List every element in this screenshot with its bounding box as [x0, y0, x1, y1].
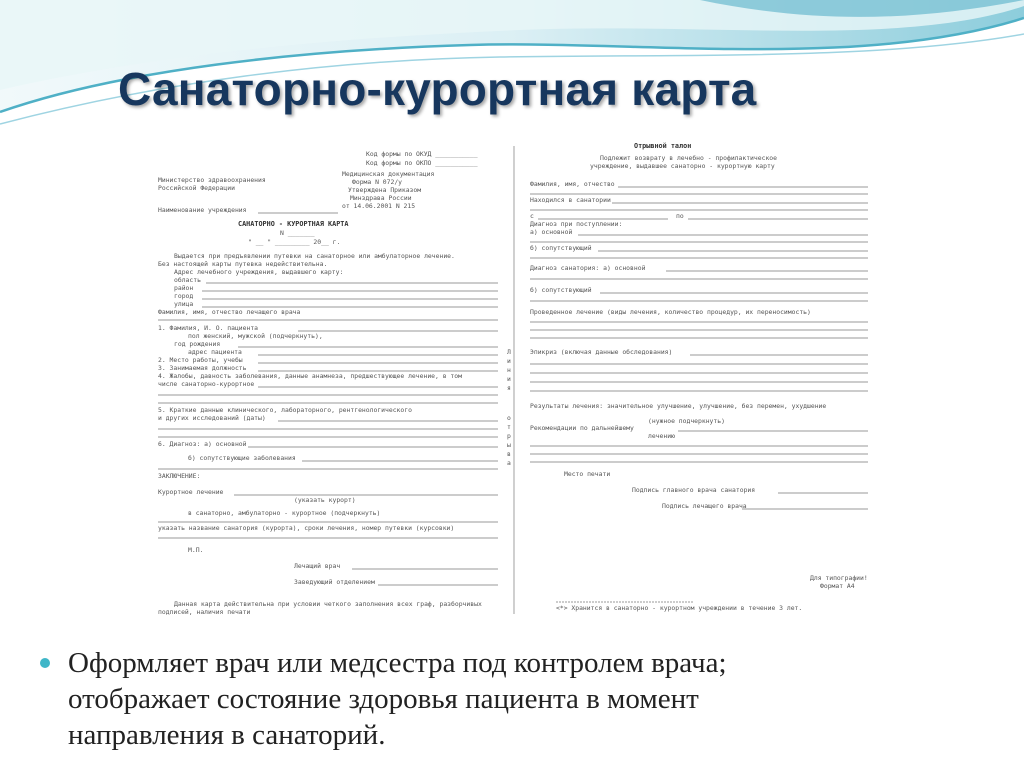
footnote-1: Данная карта действительна при условии четкого заполнения всех граф, разборчивых: [174, 600, 482, 608]
item6b: б) сопутствующие заболевания: [188, 454, 296, 462]
fold-letter: Л: [507, 348, 511, 356]
address: Адрес лечебного учреждения, выдавшего карту:: [174, 268, 344, 276]
return-2: учреждение, выдавшее санаторно - курортную карту: [590, 162, 775, 170]
ministry-1: Министерство здравоохранения: [158, 176, 266, 184]
epicrisis: Эпикриз (включая данные обследования): [530, 348, 673, 356]
print-1: Для типографии!: [810, 574, 868, 582]
bullet-list: [40, 645, 940, 753]
bullet-item: [40, 645, 940, 753]
fold-letter: р: [507, 432, 511, 440]
item1-addr: адрес пациента: [188, 348, 242, 356]
issued-2: Без настоящей карты путевка недействительна.: [158, 260, 328, 268]
region: область: [174, 276, 201, 284]
results: Результаты лечения: значительное улучшение, улучшение, без перемен, ухудшение: [530, 402, 827, 410]
med-doc-2: Форма N 072/у: [352, 178, 403, 186]
district: район: [174, 284, 194, 292]
issued-1: Выдается при предъявлении путевки на санаторное или амбулаторное лечение.: [174, 252, 455, 260]
recommend-1: Рекомендации по дальнейшему: [530, 424, 634, 432]
return-1: Подлежит возврату в лечебно - профилактическое: [600, 154, 777, 162]
card-date: " __ " _________ 20__ г.: [248, 238, 341, 246]
bullet-line-2: отображает состояние здоровья пациента в момент: [68, 683, 699, 715]
diag-conc: б) сопутствующий: [530, 244, 592, 252]
form-scan: [138, 132, 888, 624]
fold-letter: а: [507, 459, 511, 467]
diag-sanat-b: б) сопутствующий: [530, 286, 592, 294]
item4b: числе санаторно-курортное: [158, 380, 255, 388]
item6: 6. Диагноз: а) основной: [158, 440, 247, 448]
doctor: Фамилия, имя, отчество лечащего врача: [158, 308, 301, 316]
item1-year: год рождения: [174, 340, 221, 348]
fold-line-label: [507, 348, 511, 467]
ministry-2: Российской Федерации: [158, 184, 235, 192]
fold-letter: ы: [507, 441, 511, 449]
city: город: [174, 292, 194, 300]
fold-letter: в: [507, 450, 511, 458]
stay: Находился в санатории: [530, 196, 611, 204]
stamp: М.П.: [188, 546, 204, 554]
to: по: [676, 212, 684, 220]
card-number: N _______: [280, 229, 315, 237]
item5: 5. Краткие данные клинического, лабораторного, рентгенологического: [158, 406, 412, 414]
fold-letter: т: [507, 423, 511, 431]
item4: 4. Жалобы, давность заболевания, данные анамнеза, предшествующее лечение, в том: [158, 372, 462, 380]
med-doc-5: от 14.06.2001 N 215: [342, 202, 416, 210]
foot: <*> Хранится в санаторно - курортном учреждении в течение 3 лет.: [556, 604, 803, 612]
print-2: Формат А4: [820, 582, 855, 590]
doctor-sign: Подпись лечащего врача: [662, 502, 747, 510]
diag-sanat: Диагноз санатория: а) основной: [530, 264, 646, 272]
from: с: [530, 212, 534, 220]
results-hint: (нужное подчеркнуть): [648, 417, 725, 425]
med-doc-1: Медицинская документация: [342, 170, 435, 178]
item3: 3. Занимаемая должность: [158, 364, 247, 372]
med-doc-4: Минздрава России: [350, 194, 412, 202]
form-image: [138, 132, 888, 624]
treating-doctor: Лечащий врач: [294, 562, 341, 570]
bullet-dot-icon: [40, 658, 50, 668]
institution: Наименование учреждения: [158, 206, 247, 214]
recommend-2: лечению: [648, 432, 675, 440]
diag-main: а) основной: [530, 228, 573, 236]
street: улица: [174, 300, 194, 308]
item2: 2. Место работы, учебы: [158, 356, 243, 364]
item1-sex: пол женский, мужской (подчеркнуть),: [188, 332, 323, 340]
item5b: и других исследований (даты): [158, 414, 266, 422]
fold-letter: о: [507, 414, 511, 422]
item1: 1. Фамилия, И. О. пациента: [158, 324, 259, 332]
coupon-title: Отрывной талон: [634, 142, 692, 150]
diag-in: Диагноз при поступлении:: [530, 220, 623, 228]
bullet-line-3: направления в санаторий.: [68, 719, 386, 751]
seal: Место печати: [564, 470, 611, 478]
head: Заведующий отделением: [294, 578, 375, 586]
resort-hint: (указать курорт): [294, 496, 356, 504]
bullet-line-1: Оформляет врач или медсестра под контролем врача;: [68, 647, 727, 679]
footnote-2: подписей, наличия печати: [158, 608, 251, 616]
sanatorium-name: указать название санатория (курорта), сроки лечения, номер путевки (курсовки): [158, 524, 455, 532]
med-doc-3: Утверждена Приказом: [348, 186, 422, 194]
okud-text: Код формы по ОКУД ___________: [366, 150, 478, 158]
fold-letter: н: [507, 366, 511, 374]
treatment: Проведенное лечение (виды лечения, количество процедур, их переносимость): [530, 308, 811, 316]
conclusion: ЗАКЛЮЧЕНИЕ:: [158, 472, 201, 480]
fio: Фамилия, имя, отчество: [530, 180, 615, 188]
okpo-text: Код формы по ОКПО ___________: [366, 159, 478, 167]
fold-letter: и: [507, 357, 511, 365]
fold-letter: и: [507, 375, 511, 383]
slide-title: Санаторно-курортная карта: [118, 63, 757, 115]
chief-sign: Подпись главного врача санатория: [632, 486, 756, 494]
resort: Курортное лечение: [158, 488, 224, 496]
sanatorium: в санаторно, амбулаторно - курортное (подчеркнуть): [188, 509, 381, 517]
fold-letter: я: [507, 384, 511, 392]
card-title: САНАТОРНО - КУРОРТНАЯ КАРТА: [238, 220, 349, 228]
